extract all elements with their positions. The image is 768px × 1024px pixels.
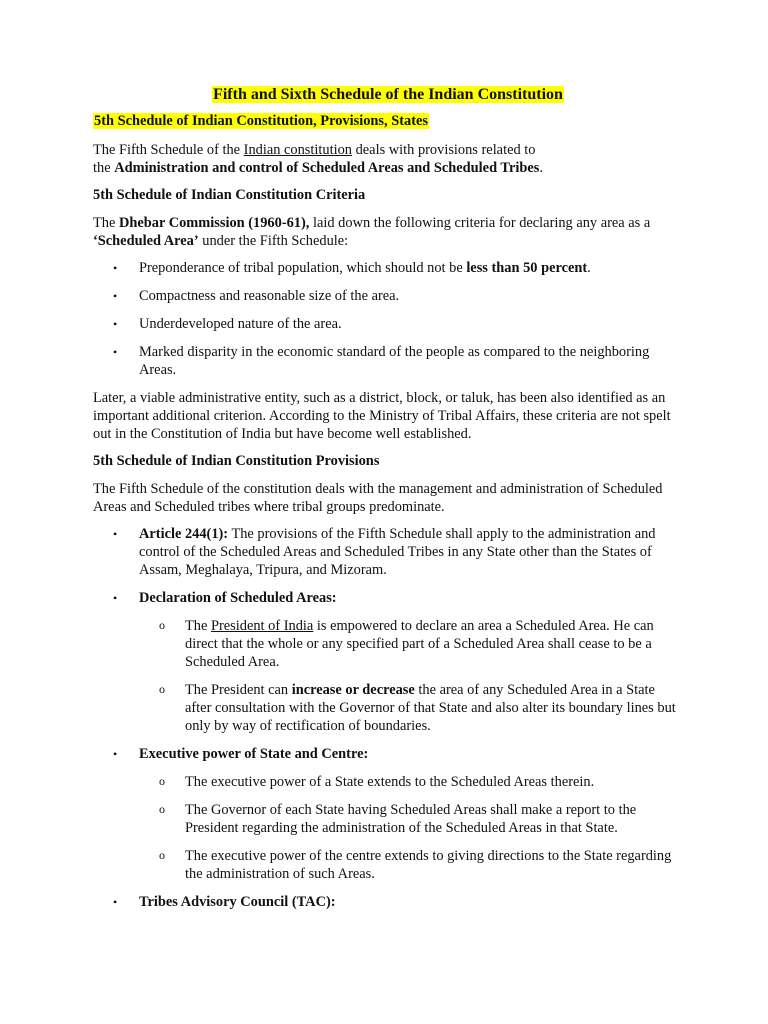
circle-bullet-icon: o — [159, 682, 165, 696]
executive-sub2-text: The Governor of each State having Scheduled Areas shall make a report to the President regarding the administration of the Scheduled Areas in that State. — [185, 802, 637, 836]
intro-text-1: The Fifth Schedule of the — [93, 142, 244, 158]
criteria-intro-text-1: The — [93, 215, 119, 231]
declaration-sub2-bold: increase or decrease — [291, 682, 415, 698]
criteria-heading: 5th Schedule of Indian Constitution Criteria — [93, 187, 366, 203]
criteria-item-1-text: Preponderance of tribal population, which should not be — [139, 260, 467, 276]
link-president-of-india[interactable]: President of India — [210, 618, 314, 634]
article-244-text: The provisions of the Fifth Schedule shall apply to the administration and control of the Scheduled Areas and Scheduled Tribes in any State other than the States of Assam, Meghalaya, Tripura, and Mizoram. — [139, 526, 656, 578]
list-item — [139, 773, 683, 791]
list-item — [139, 847, 683, 883]
provisions-intro-paragraph: The Fifth Schedule of the constitution deals with the management and administration of Scheduled Areas and Scheduled tribes where tribal groups predominate. — [93, 481, 663, 515]
bullet-icon: • — [113, 317, 118, 331]
provisions-list — [93, 525, 683, 911]
executive-sub3-text: The executive power of the centre extends to giving directions to the State regarding the administration of such Areas. — [185, 848, 672, 882]
circle-bullet-icon: o — [159, 802, 165, 816]
list-item — [93, 525, 683, 579]
scheduled-area-bold: ‘Scheduled Area’ — [93, 233, 199, 249]
bullet-icon: • — [113, 345, 118, 359]
intro-bold: Administration and control of Scheduled Areas and Scheduled Tribes — [114, 160, 540, 176]
criteria-item-1-end: . — [587, 260, 591, 276]
list-item — [93, 315, 683, 333]
bullet-icon: • — [113, 747, 118, 761]
later-paragraph: Later, a viable administrative entity, such as a district, block, or taluk, has been also identified as an important additional criterion. According to the Ministry of Tribal Affairs, these criteria are not spelt out in the Constitution of India but have become well established. — [93, 390, 671, 442]
criteria-item-4-text: Marked disparity in the economic standard of the people as compared to the neighboring Areas. — [139, 344, 650, 378]
dhebar-commission-bold: Dhebar Commission (1960-61), — [118, 215, 310, 231]
criteria-intro-text-3: under the Fifth Schedule: — [198, 233, 349, 249]
list-item — [139, 617, 683, 671]
list-item — [93, 745, 683, 883]
bullet-icon: • — [113, 527, 118, 541]
list-item — [93, 893, 683, 911]
intro-text-2: deals with provisions related to — [352, 142, 536, 158]
declaration-sublist — [139, 617, 683, 735]
criteria-item-2-text: Compactness and reasonable size of the area. — [139, 288, 400, 304]
bullet-icon: • — [113, 591, 118, 605]
criteria-item-3-text: Underdeveloped nature of the area. — [139, 316, 342, 332]
criteria-item-1-bold: less than 50 percent — [466, 260, 588, 276]
circle-bullet-icon: o — [159, 618, 165, 632]
circle-bullet-icon: o — [159, 774, 165, 788]
bullet-icon: • — [113, 895, 118, 909]
list-item — [93, 589, 683, 735]
intro-line-2 — [93, 159, 683, 177]
bullet-icon: • — [113, 261, 118, 275]
criteria-intro-paragraph — [93, 214, 683, 250]
document-page — [93, 86, 683, 921]
criteria-list — [93, 259, 683, 379]
declaration-sub2-text-2: the area of any Scheduled Area in a State after consultation with the Governor of that State and also alter its boundary lines but only by way of rectification of boundaries. — [185, 682, 676, 734]
list-item — [93, 343, 683, 379]
circle-bullet-icon: o — [159, 848, 165, 862]
section-heading-5th-schedule — [93, 112, 683, 130]
list-item — [139, 801, 683, 837]
declaration-sub1-text-2: is empowered to declare an area a Scheduled Area. He can direct that the whole or any specified part of a Scheduled Area shall cease to be a Scheduled Area. — [185, 618, 654, 670]
bullet-icon: • — [113, 289, 118, 303]
declaration-label: Declaration of Scheduled Areas: — [139, 590, 337, 606]
executive-sub1-text: The executive power of a State extends to the Scheduled Areas therein. — [185, 774, 595, 790]
intro-text-4: . — [539, 160, 543, 176]
article-244-label: Article 244(1): — [139, 526, 229, 542]
list-item — [93, 287, 683, 305]
declaration-sub2-text-1: The President can — [185, 682, 292, 698]
provisions-heading: 5th Schedule of Indian Constitution Provisions — [93, 453, 380, 469]
criteria-intro-text-2: laid down the following criteria for declaring any area as a — [309, 215, 651, 231]
list-item — [139, 681, 683, 735]
intro-paragraph — [93, 141, 683, 177]
link-indian-constitution[interactable]: Indian constitution — [243, 142, 352, 158]
executive-sublist — [139, 773, 683, 883]
intro-text-3: the — [93, 160, 115, 176]
section-heading-text: 5th Schedule of Indian Constitution, Provisions, States — [94, 113, 428, 129]
tac-label: Tribes Advisory Council (TAC): — [139, 894, 336, 910]
executive-label: Executive power of State and Centre: — [139, 746, 369, 762]
list-item — [93, 259, 683, 277]
declaration-sub1-text-1: The — [185, 618, 211, 634]
document-title: Fifth and Sixth Schedule of the Indian Constitution — [213, 86, 563, 103]
title-row — [93, 86, 683, 104]
